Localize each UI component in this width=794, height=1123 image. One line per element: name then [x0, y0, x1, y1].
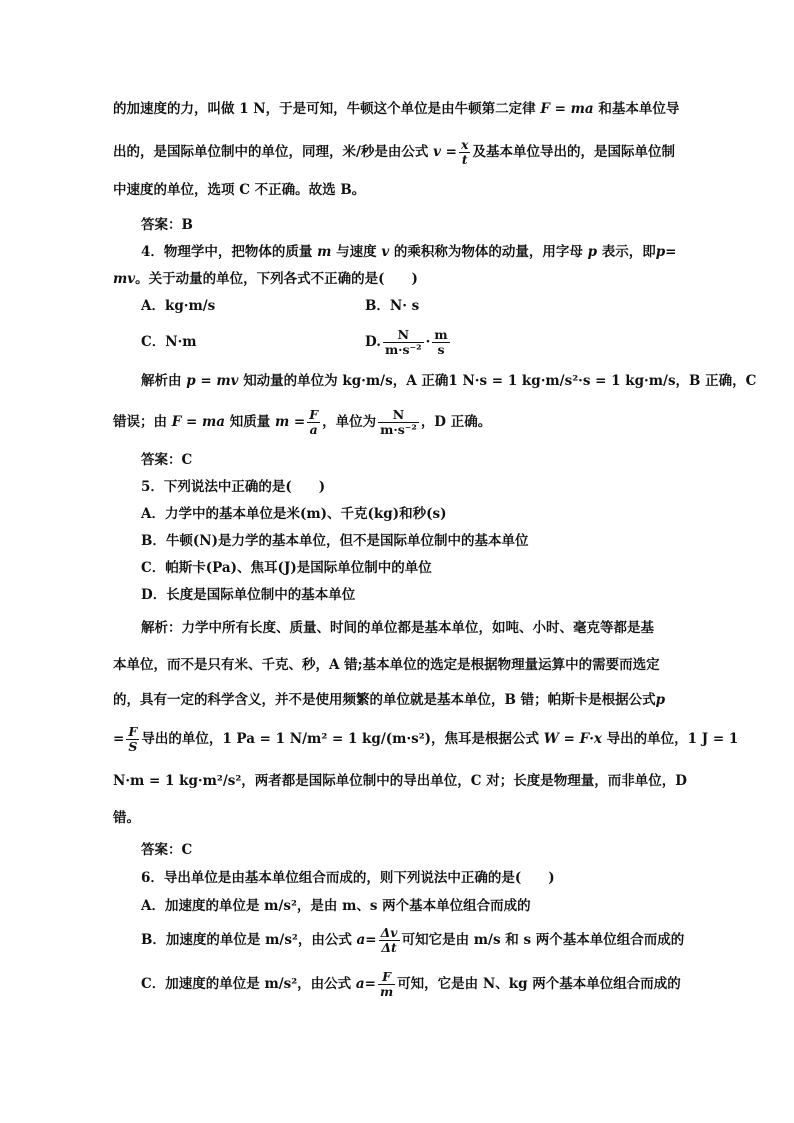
denominator: t — [461, 152, 468, 167]
solution-line — [113, 99, 679, 119]
text: 知动量的单位为 kg·m/s，A 正确1 N·s = 1 kg·m/s²·s = 1 kg·m/s，B 正确，C — [243, 373, 757, 389]
answer-label: 答案：B — [141, 217, 193, 233]
fraction — [432, 328, 449, 357]
formula: F = ma — [540, 101, 594, 117]
text: 解析由 — [141, 373, 182, 389]
option-d — [365, 324, 452, 360]
formula: p = mv — [186, 373, 239, 389]
option-b — [141, 922, 684, 958]
text: 及基本单位导出的，是国际单位制 — [472, 144, 675, 160]
numerator: Δv — [380, 925, 398, 940]
option-a: A．加速度的单位是 m/s²，是由 m、s 两个基本单位组合而成的 — [141, 898, 531, 914]
text: 导出的单位，1 J = 1 — [606, 731, 739, 747]
fraction — [126, 725, 139, 754]
solution-line — [113, 138, 675, 167]
solution-line — [113, 721, 738, 757]
option-b: B．N· s — [365, 298, 420, 314]
formula: v = — [433, 144, 457, 160]
numerator: N — [383, 328, 424, 343]
text: 可知，它是由 N、kg 两个基本单位组合而成的 — [397, 976, 681, 992]
option-b: B．牛顿(N)是力学的基本单位，但不是国际单位制中的基本单位 — [141, 533, 529, 549]
text: 4．物理学中，把物体的质量 — [141, 244, 313, 260]
numerator: F — [126, 725, 139, 740]
fraction — [379, 926, 400, 955]
symbol: p — [655, 692, 666, 708]
numerator: N — [378, 408, 419, 423]
numerator: F — [309, 407, 319, 422]
option-c: C．N·m — [141, 334, 197, 350]
solution-line: 错。 — [113, 810, 140, 826]
question-stem — [113, 269, 418, 289]
text: D. — [365, 334, 381, 350]
symbol: p — [587, 244, 598, 260]
fraction — [378, 970, 395, 999]
answer-label: 答案：C — [141, 452, 193, 468]
solution-line: 本单位，而不是只有米、千克、秒，A 错;基本单位的选定是根据物理量运算中的需要而选定 — [113, 657, 660, 673]
text: ，D 正确。 — [420, 414, 492, 430]
denominator: m·s⁻² — [380, 422, 417, 437]
numerator: m — [434, 327, 448, 342]
formula: W = F·x — [543, 731, 602, 747]
fraction — [307, 408, 320, 437]
text: 的乘积称为物体的动量，用字母 — [393, 244, 583, 260]
text: 错误；由 — [113, 414, 167, 430]
solution-line — [113, 404, 491, 440]
symbol: mv — [113, 271, 136, 287]
answer-label: 答案：C — [141, 842, 193, 858]
solution-line: 解析：力学中所有长度、质量、时间的单位都是基本单位，如吨、小时、毫克等都是基 — [141, 620, 654, 636]
text: B．加速度的单位是 m/s²，由公式 — [141, 932, 352, 948]
text: 出的，是国际单位制中的单位，同理，米/秒是由公式 — [113, 144, 429, 160]
denominator: Δt — [381, 940, 397, 955]
text: 和基本单位导 — [598, 101, 680, 117]
solution-line — [113, 690, 665, 710]
option-d: D．长度是国际单位制中的基本单位 — [141, 587, 356, 603]
numerator: x — [461, 137, 469, 152]
text: C．加速度的单位是 m/s²，由公式 — [141, 976, 352, 992]
text: 知质量 — [229, 414, 271, 430]
text: 可知它是由 m/s 和 s 两个基本单位组合而成的 — [401, 932, 685, 948]
question-stem: 5．下列说法中正确的是( ) — [141, 479, 326, 495]
symbol: v — [381, 244, 390, 260]
denominator: s — [437, 342, 445, 357]
formula: a= — [356, 932, 377, 948]
option-a: A．kg·m/s — [141, 298, 216, 314]
solution-line — [141, 371, 756, 391]
option-c — [141, 966, 681, 1002]
symbol: m — [317, 244, 332, 260]
numerator: F — [378, 970, 395, 985]
text: 的加速度的力，叫做 1 N，于是可知，牛顿这个单位是由牛顿第二定律 — [113, 101, 536, 117]
text: 表示，即 — [601, 244, 656, 260]
text: 。关于动量的单位，下列各式不正确的是( ) — [135, 271, 418, 287]
text: ，单位为 — [322, 414, 377, 430]
question-stem — [141, 242, 677, 262]
solution-line: 中速度的单位，选项 C 不正确。故选 B。 — [113, 182, 366, 198]
option-c: C．帕斯卡(Pa)、焦耳(J)是国际单位制中的单位 — [141, 560, 432, 576]
formula: F = ma — [171, 414, 226, 430]
denominator: a — [309, 422, 318, 437]
formula: a= — [355, 976, 376, 992]
denominator: S — [128, 739, 138, 754]
denominator: m·s⁻² — [384, 342, 422, 357]
text: 的，具有一定的科学含义，并不是使用频繁的单位就是基本单位，B 错；帕斯卡是根据公式 — [113, 692, 656, 708]
option-a: A．力学中的基本单位是米(m)、千克(kg)和秒(s) — [141, 506, 447, 522]
text: 导出的单位，1 Pa = 1 N/m² = 1 kg/(m·s²)，焦耳是根据公式 — [141, 731, 540, 747]
question-stem: 6．导出单位是由基本单位组合而成的，则下列说法中正确的是( ) — [141, 870, 555, 886]
fraction — [378, 408, 419, 437]
text: = — [113, 731, 125, 747]
formula: m = — [274, 414, 306, 430]
fraction — [383, 328, 424, 357]
symbol: p= — [655, 244, 677, 260]
fraction — [459, 138, 470, 167]
text: · — [425, 334, 431, 350]
text: 与速度 — [336, 244, 377, 260]
solution-line: N·m = 1 kg·m²/s²，两者都是国际单位制中的导出单位，C 对；长度是物理量，而非单位，D — [113, 773, 687, 789]
denominator: m — [379, 984, 394, 999]
